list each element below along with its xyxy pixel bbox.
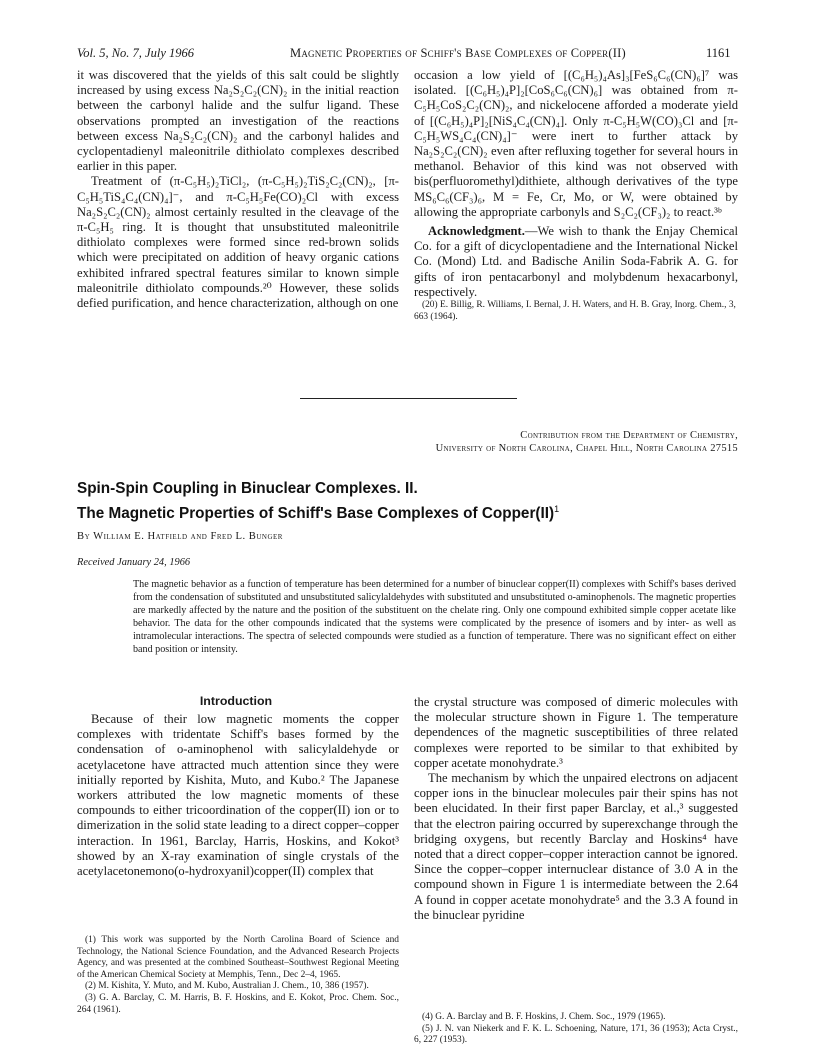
- authors: By William E. Hatfield and Fred L. Bunger: [77, 531, 283, 542]
- paragraph: Because of their low magnetic moments the copper complexes with tridentate Schiff's bases formed by the condensation of o-aminophenol with salicylaldehyde or acetylacetone have attracted much attention since they were initially reported by Kishita, Muto, and Kubo.² The Japanese workers attributed the low magnetic moments of these compounds to either tricoordination of the copper(II) ion or to dimerization in the solid state leading to a direct copper–copper interaction. In 1961, Barclay, Harris, Hoskins, and Kokot³ showed by an X-ray examination of single crystals of the acetylacetonemono(o-hydroxyanil)copper(II) complex that: [77, 712, 399, 879]
- paragraph: Treatment of (π-C₅H₅)₂TiCl₂, (π-C₅H₅)₂TiS₂C₂(CN)₂, [π-C₅H₅TiS₄C₄(CN)₄]⁻, and π-C₅H₅Fe(CO)₂Cl with excess Na₂S₂C₂(CN)₂ almost certainly resulted in the cleavage of the π-C₅H₅ ring. It is thought that unsubstituted maleonitrile dithiolato complexes were formed since red-brown solids which were precipitated on addition of heavy organic cations exhibited infrared spectral features similar to known simple maleonitrile dithiolato compounds.²⁰ However, these solids defied purification, and hence characterization, although on one: [77, 174, 399, 311]
- footnotes-left: [77, 935, 399, 1016]
- top-right-column: [414, 68, 738, 323]
- received-date: Received January 24, 1966: [77, 557, 191, 568]
- section-divider: [300, 398, 517, 399]
- paragraph: the crystal structure was composed of dimeric molecules with the molecular structure shown in Figure 1. The temperature dependences of the magnetic susceptibilities of three related complexes were reported to be similar to that exhibited by copper acetate monohydrate.³: [414, 695, 738, 770]
- top-left-column: [77, 68, 399, 311]
- footnote-1: (1) This work was supported by the North Carolina Board of Science and Technology, the National Science Foundation, and the Advanced Research Projects Agency, and was presented at the combined Southeast–Southwest Regional Meeting of the American Chemical Society at Memphis, Tenn., Dec 2–4, 1965.: [77, 935, 399, 980]
- acknowledgment-heading: Acknowledgment.: [428, 224, 525, 239]
- running-header-title: Magnetic Properties of Schiff's Base Complexes of Copper(II): [290, 46, 626, 60]
- contribution-line-1: Contribution from the Department of Chemistry,: [520, 430, 738, 441]
- footnotes-right: [414, 1012, 738, 1047]
- running-header-volume: Vol. 5, No. 7, July 1966: [77, 46, 195, 60]
- footnote-2: (2) M. Kishita, Y. Muto, and M. Kubo, Australian J. Chem., 10, 386 (1957).: [85, 981, 369, 992]
- paragraph: occasion a low yield of [(C₆H₅)₄As]₃[FeS₆C₆(CN)₆]⁷ was isolated. [(C₆H₅)₄P]₂[CoS₆C₆(CN)₆] was obtained from π-C₅H₅CoS₂C₂(CN)₂, and nickelocene afforded a moderate yield of [(C₆H₅)₄P]₂[NiS₄C₄(CN)₄]. Only π-C₅H₅W(CO)₃Cl and [π-C₅H₅WS₄C₄(CN)₄]⁻ were inert to further attack by Na₂S₂C₂(CN)₂ even after refluxing together for several hours in methanol. Behavior of this kind was not observed with bis(perfluoromethyl)dithiete, although derivatives of the type MS₆C₆(CF₃)₆, M = Fe, Cr, Mo, or W, were obtained by allowing the appropriate carbonyls and S₂C₂(CF₃)₂ to react.³ᵇ: [414, 68, 738, 219]
- abstract: The magnetic behavior as a function of temperature has been determined for a number of binuclear copper(II) complexes with Schiff's bases derived from the condensation of substituted and unsubstituted salicylaldehydes with substituted and unsubstituted o-aminophenols. The magnetic properties are markedly affected by the nature and the position of the substituent on the chelate ring. Only one compound exhibited simple copper acetate like behavior. The data for the other compounds indicated that the systems were complicated by the presence of isomers and by inter- as well as intramolecular interactions. The spectra of selected compounds were studied as a function of temperature. There was no significant effect on either band position or intensity.: [133, 579, 736, 655]
- footnote-3: (3) G. A. Barclay, C. M. Harris, B. F. Hoskins, and E. Kokot, Proc. Chem. Soc., 264 (1961).: [77, 992, 399, 1015]
- title-footnote-marker: 1: [554, 504, 560, 514]
- article-title-line-2: The Magnetic Properties of Schiff's Base Complexes of Copper(II): [77, 505, 555, 523]
- acknowledgment-paragraph: [414, 224, 738, 300]
- article-title-line-1: Spin-Spin Coupling in Binuclear Complexes. II.: [77, 480, 418, 497]
- footnote-20: (20) E. Billig, R. Williams, I. Bernal, J. H. Waters, and H. B. Gray, Inorg. Chem., 3, 663 (1964).: [414, 300, 736, 322]
- paragraph: it was discovered that the yields of this salt could be slightly increased by using excess Na₂S₂C₂(CN)₂ in the initial reaction between the carbonyl halide and the sulfur ligand. These observations prompted an investigation of the reactions between excess Na₂S₂C₂(CN)₂ and the carbonyl halides and cyclopentadienyl maleonitrile dithiolato complexes described earlier in this paper.: [77, 68, 399, 174]
- footnote-5: (5) J. N. van Niekerk and F. K. L. Schoening, Nature, 171, 36 (1953); Acta Cryst., 6, 227 (1953).: [414, 1023, 738, 1046]
- footnote-4: (4) G. A. Barclay and B. F. Hoskins, J. Chem. Soc., 1979 (1965).: [422, 1012, 666, 1022]
- page-number: 1161: [706, 46, 731, 60]
- article-title: [77, 478, 757, 524]
- introduction-heading: Introduction: [199, 694, 273, 708]
- introduction-right-column: [414, 695, 738, 923]
- introduction-left-column: [77, 712, 399, 879]
- contribution-line-2: University of North Carolina, Chapel Hill, North Carolina 27515: [435, 443, 738, 454]
- acknowledgment-text: —We wish to thank the Enjay Chemical Co. for a gift of dicyclopentadiene and the International Nickel Co. (Mond) Ltd. and Badische Anilin Soda-Fabrik A. G. for gifts of iron pentacarbonyl and molybdenum hexacarbonyl, respectively.: [414, 224, 738, 299]
- paragraph: The mechanism by which the unpaired electrons on adjacent copper ions in the binuclear molecules pair their spins has not been elucidated. In their first paper Barclay, et al.,³ suggested that the electron pairing occurred by superexchange through the bridging oxygens, but recently Barclay and Hoskins⁴ have noted that a direct copper–copper interaction cannot be ignored. Since the copper–copper internuclear distance of 3.0 A in the compound shown in Figure 1 is intermediate between the 2.64 A found in copper acetate monohydrate⁵ and the 3.3 A found in the binuclear pyridine: [414, 771, 738, 922]
